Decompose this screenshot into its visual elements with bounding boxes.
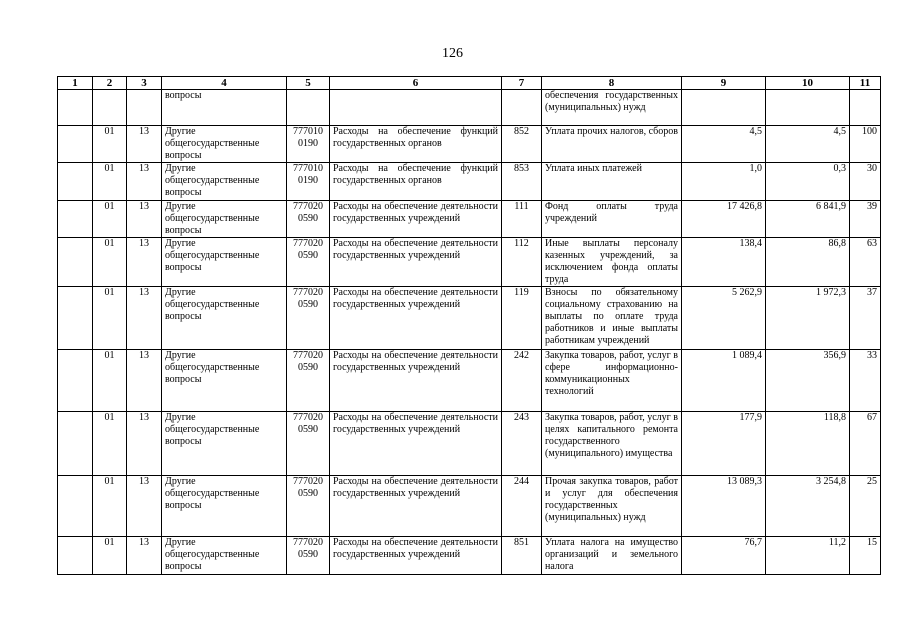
expense-type-code-cell bbox=[502, 126, 542, 163]
section-name-text: Другие общегосударственные вопросы bbox=[165, 350, 260, 385]
table-row bbox=[58, 350, 881, 412]
row-index-cell bbox=[58, 350, 93, 412]
section-name-text: Другие общегосударственные вопросы bbox=[165, 201, 260, 236]
section-name-text: Другие общегосударственные вопросы bbox=[165, 238, 260, 273]
expense-description-text: Расходы на обеспечение функций государственных органов bbox=[333, 163, 498, 186]
subsection-code-cell bbox=[127, 126, 162, 163]
expense-type-code-text: 851 bbox=[514, 537, 529, 548]
target-code-part: 777020 bbox=[293, 412, 323, 423]
percent-done-cell bbox=[850, 126, 881, 163]
subsection-code-cell bbox=[127, 163, 162, 201]
expense-type-name-text: Фонд оплаты труда учреждений bbox=[545, 201, 678, 224]
section-name-cell bbox=[162, 350, 287, 412]
section-name-cell bbox=[162, 476, 287, 537]
subsection-code-text: 13 bbox=[139, 238, 149, 249]
target-code-part: 777020 bbox=[293, 287, 323, 298]
target-code-part: 0590 bbox=[298, 362, 318, 373]
expense-type-code-text: 244 bbox=[514, 476, 529, 487]
expense-description-cell bbox=[330, 537, 502, 575]
expense-type-name-cell bbox=[542, 163, 682, 201]
expense-description-text: Расходы на обеспечение функций государственных органов bbox=[333, 126, 498, 149]
expense-type-code-text: 112 bbox=[514, 238, 529, 249]
expense-type-code-text: 242 bbox=[514, 350, 529, 361]
subsection-code-cell bbox=[127, 287, 162, 350]
percent-done-cell bbox=[850, 201, 881, 238]
actual-amount-text: 6 841,9 bbox=[816, 201, 846, 212]
row-index-cell bbox=[58, 163, 93, 201]
expense-type-name-text: Закупка товаров, работ, услуг в сфере информационно-коммуникационных технологий bbox=[545, 350, 678, 397]
expense-description-cell bbox=[330, 238, 502, 287]
percent-done-cell bbox=[850, 287, 881, 350]
section-name-cell bbox=[162, 163, 287, 201]
target-code-cell bbox=[287, 287, 330, 350]
expense-type-code-cell bbox=[502, 238, 542, 287]
plan-amount-cell bbox=[682, 201, 766, 238]
expense-type-code-cell bbox=[502, 412, 542, 476]
expense-type-code-cell bbox=[502, 537, 542, 575]
target-code-part: 0590 bbox=[298, 488, 318, 499]
expense-description-text: Расходы на обеспечение деятельности государственных учреждений bbox=[333, 238, 498, 261]
expense-description-cell bbox=[330, 90, 502, 126]
section-name-text: Другие общегосударственные вопросы bbox=[165, 163, 260, 198]
row-index-cell bbox=[58, 90, 93, 126]
target-code-cell bbox=[287, 201, 330, 238]
actual-amount-cell bbox=[766, 126, 850, 163]
target-code-part: 0190 bbox=[298, 138, 318, 149]
plan-amount-cell bbox=[682, 163, 766, 201]
subsection-code-text: 13 bbox=[139, 537, 149, 548]
actual-amount-cell bbox=[766, 238, 850, 287]
plan-amount-text: 17 426,8 bbox=[727, 201, 762, 212]
row-index-cell bbox=[58, 412, 93, 476]
section-code-text: 01 bbox=[104, 238, 115, 249]
table-row bbox=[58, 163, 881, 201]
expense-type-name-cell bbox=[542, 350, 682, 412]
section-code-text: 01 bbox=[104, 163, 115, 174]
section-name-cell bbox=[162, 201, 287, 238]
target-code-part: 0590 bbox=[298, 424, 318, 435]
column-header-9: 9 bbox=[682, 77, 766, 90]
target-code-part: 0190 bbox=[298, 175, 318, 186]
section-code-cell bbox=[93, 476, 127, 537]
expense-type-code-text: 852 bbox=[514, 126, 529, 137]
row-index-cell bbox=[58, 287, 93, 350]
percent-done-text: 37 bbox=[867, 287, 877, 298]
header-row bbox=[58, 77, 881, 90]
actual-amount-text: 118,8 bbox=[823, 412, 846, 423]
expense-description-cell bbox=[330, 287, 502, 350]
percent-done-text: 25 bbox=[867, 476, 877, 487]
column-header-10: 10 bbox=[766, 77, 850, 90]
budget-table bbox=[57, 76, 881, 575]
section-code-text: 01 bbox=[104, 350, 115, 361]
expense-type-name-text: Уплата налога на имущество организаций и земельного налога bbox=[545, 537, 678, 572]
expense-type-name-cell bbox=[542, 287, 682, 350]
percent-done-cell bbox=[850, 238, 881, 287]
section-name-text: Другие общегосударственные вопросы bbox=[165, 287, 260, 322]
target-code-part: 0590 bbox=[298, 250, 318, 261]
expense-type-name-cell bbox=[542, 201, 682, 238]
table-row bbox=[58, 201, 881, 238]
percent-done-text: 15 bbox=[867, 537, 877, 548]
expense-type-name-cell bbox=[542, 238, 682, 287]
target-code-part: 0590 bbox=[298, 549, 318, 560]
percent-done-text: 67 bbox=[867, 412, 877, 423]
column-header-4: 4 bbox=[162, 77, 287, 90]
column-header-5: 5 bbox=[287, 77, 330, 90]
actual-amount-text: 11,2 bbox=[828, 537, 846, 548]
target-code-part: 777020 bbox=[293, 350, 323, 361]
table-row bbox=[58, 412, 881, 476]
target-code-part: 777010 bbox=[293, 163, 323, 174]
row-index-cell bbox=[58, 537, 93, 575]
subsection-code-text: 13 bbox=[139, 287, 149, 298]
target-code-part: 777020 bbox=[293, 537, 323, 548]
section-name-text: Другие общегосударственные вопросы bbox=[165, 476, 260, 511]
actual-amount-cell bbox=[766, 412, 850, 476]
percent-done-cell bbox=[850, 163, 881, 201]
table-row bbox=[58, 287, 881, 350]
plan-amount-text: 4,5 bbox=[749, 126, 762, 137]
section-code-cell bbox=[93, 537, 127, 575]
expense-type-name-cell bbox=[542, 90, 682, 126]
expense-type-name-cell bbox=[542, 412, 682, 476]
plan-amount-cell bbox=[682, 126, 766, 163]
percent-done-text: 63 bbox=[867, 238, 877, 249]
section-code-cell bbox=[93, 350, 127, 412]
expense-description-text: Расходы на обеспечение деятельности государственных учреждений bbox=[333, 476, 498, 499]
section-code-text: 01 bbox=[104, 476, 115, 487]
expense-type-name-cell bbox=[542, 537, 682, 575]
subsection-code-cell bbox=[127, 537, 162, 575]
plan-amount-cell bbox=[682, 287, 766, 350]
section-code-text: 01 bbox=[104, 537, 115, 548]
expense-description-cell bbox=[330, 126, 502, 163]
actual-amount-cell bbox=[766, 287, 850, 350]
percent-done-cell bbox=[850, 350, 881, 412]
section-name-text: Другие общегосударственные вопросы bbox=[165, 126, 260, 161]
expense-type-name-text: Уплата иных платежей bbox=[545, 163, 642, 174]
section-name-cell bbox=[162, 537, 287, 575]
expense-description-text: Расходы на обеспечение деятельности государственных учреждений bbox=[333, 537, 498, 560]
plan-amount-text: 13 089,3 bbox=[727, 476, 762, 487]
table-body bbox=[58, 90, 881, 575]
section-code-cell bbox=[93, 163, 127, 201]
target-code-part: 777020 bbox=[293, 201, 323, 212]
column-header-8: 8 bbox=[542, 77, 682, 90]
subsection-code-text: 13 bbox=[139, 350, 149, 361]
section-code-cell bbox=[93, 412, 127, 476]
plan-amount-cell bbox=[682, 90, 766, 126]
percent-done-cell bbox=[850, 476, 881, 537]
percent-done-cell bbox=[850, 537, 881, 575]
expense-description-cell bbox=[330, 476, 502, 537]
expense-description-text: Расходы на обеспечение деятельности государственных учреждений bbox=[333, 412, 498, 435]
expense-description-cell bbox=[330, 163, 502, 201]
expense-type-name-cell bbox=[542, 476, 682, 537]
target-code-cell bbox=[287, 238, 330, 287]
expense-type-name-text: Прочая закупка товаров, работ и услуг для обеспечения государственных (муниципальных) нужд bbox=[545, 476, 678, 523]
target-code-part: 777020 bbox=[293, 476, 323, 487]
section-name-cell bbox=[162, 238, 287, 287]
expense-type-code-text: 111 bbox=[514, 201, 529, 212]
target-code-part: 777020 bbox=[293, 238, 323, 249]
column-header-2: 2 bbox=[93, 77, 127, 90]
percent-done-cell bbox=[850, 90, 881, 126]
expense-type-code-cell bbox=[502, 476, 542, 537]
expense-type-name-text: обеспечения государственных (муниципальных) нужд bbox=[545, 90, 678, 113]
section-code-cell bbox=[93, 238, 127, 287]
plan-amount-cell bbox=[682, 476, 766, 537]
expense-description-cell bbox=[330, 201, 502, 238]
actual-amount-cell bbox=[766, 537, 850, 575]
section-name-cell bbox=[162, 412, 287, 476]
column-header-6: 6 bbox=[330, 77, 502, 90]
subsection-code-cell bbox=[127, 412, 162, 476]
row-index-cell bbox=[58, 201, 93, 238]
section-code-text: 01 bbox=[104, 201, 115, 212]
expense-type-code-text: 243 bbox=[514, 412, 529, 423]
expense-type-code-cell bbox=[502, 163, 542, 201]
expense-type-name-text: Взносы по обязательному социальному страхованию на выплаты по оплате труда работников и иные выплаты работникам учреждений bbox=[545, 287, 678, 346]
actual-amount-text: 3 254,8 bbox=[816, 476, 846, 487]
actual-amount-text: 1 972,3 bbox=[816, 287, 846, 298]
subsection-code-text: 13 bbox=[139, 201, 149, 212]
expense-description-text: Расходы на обеспечение деятельности государственных учреждений bbox=[333, 201, 498, 224]
section-code-cell bbox=[93, 126, 127, 163]
actual-amount-text: 86,8 bbox=[828, 238, 846, 249]
plan-amount-text: 138,4 bbox=[739, 238, 762, 249]
subsection-code-cell bbox=[127, 350, 162, 412]
plan-amount-text: 5 262,9 bbox=[732, 287, 762, 298]
table-row bbox=[58, 126, 881, 163]
target-code-cell bbox=[287, 163, 330, 201]
actual-amount-cell bbox=[766, 476, 850, 537]
table-row bbox=[58, 90, 881, 126]
target-code-part: 0590 bbox=[298, 213, 318, 224]
table-row bbox=[58, 537, 881, 575]
section-name-text: вопросы bbox=[165, 90, 202, 101]
percent-done-text: 30 bbox=[867, 163, 877, 174]
plan-amount-cell bbox=[682, 412, 766, 476]
section-name-text: Другие общегосударственные вопросы bbox=[165, 412, 260, 447]
row-index-cell bbox=[58, 238, 93, 287]
target-code-part: 0590 bbox=[298, 299, 318, 310]
target-code-cell bbox=[287, 412, 330, 476]
actual-amount-text: 356,9 bbox=[823, 350, 846, 361]
subsection-code-text: 13 bbox=[139, 476, 149, 487]
target-code-cell bbox=[287, 350, 330, 412]
actual-amount-cell bbox=[766, 350, 850, 412]
subsection-code-cell bbox=[127, 476, 162, 537]
plan-amount-text: 1,0 bbox=[749, 163, 762, 174]
expense-type-code-cell bbox=[502, 201, 542, 238]
column-header-11: 11 bbox=[850, 77, 881, 90]
subsection-code-text: 13 bbox=[139, 163, 149, 174]
percent-done-text: 33 bbox=[867, 350, 877, 361]
subsection-code-text: 13 bbox=[139, 412, 149, 423]
expense-description-cell bbox=[330, 350, 502, 412]
subsection-code-cell bbox=[127, 238, 162, 287]
column-header-3: 3 bbox=[127, 77, 162, 90]
actual-amount-text: 4,5 bbox=[833, 126, 846, 137]
expense-type-code-text: 853 bbox=[514, 163, 529, 174]
section-name-cell bbox=[162, 287, 287, 350]
target-code-cell bbox=[287, 537, 330, 575]
subsection-code-cell bbox=[127, 90, 162, 126]
section-name-text: Другие общегосударственные вопросы bbox=[165, 537, 260, 572]
expense-description-text: Расходы на обеспечение деятельности государственных учреждений bbox=[333, 287, 498, 310]
percent-done-text: 100 bbox=[862, 126, 877, 137]
plan-amount-text: 1 089,4 bbox=[732, 350, 762, 361]
section-code-text: 01 bbox=[104, 412, 115, 423]
page-number: 126 bbox=[442, 46, 463, 61]
section-code-text: 01 bbox=[104, 287, 115, 298]
target-code-cell bbox=[287, 476, 330, 537]
expense-type-code-cell bbox=[502, 90, 542, 126]
section-code-cell bbox=[93, 90, 127, 126]
column-header-1: 1 bbox=[58, 77, 93, 90]
section-name-cell bbox=[162, 90, 287, 126]
expense-type-code-text: 119 bbox=[514, 287, 529, 298]
plan-amount-text: 76,7 bbox=[744, 537, 762, 548]
actual-amount-text: 0,3 bbox=[833, 163, 846, 174]
table-row bbox=[58, 238, 881, 287]
expense-type-name-text: Закупка товаров, работ, услуг в целях капитального ремонта государственного (муниципального) имущества bbox=[545, 412, 678, 459]
section-code-cell bbox=[93, 201, 127, 238]
row-index-cell bbox=[58, 476, 93, 537]
expense-type-name-text: Уплата прочих налогов, сборов bbox=[545, 126, 678, 137]
percent-done-cell bbox=[850, 412, 881, 476]
expense-description-text: Расходы на обеспечение деятельности государственных учреждений bbox=[333, 350, 498, 373]
expense-description-cell bbox=[330, 412, 502, 476]
expense-type-name-cell bbox=[542, 126, 682, 163]
expense-type-name-text: Иные выплаты персоналу казенных учреждений, за исключением фонда оплаты труда bbox=[545, 238, 678, 285]
plan-amount-cell bbox=[682, 350, 766, 412]
column-header-7: 7 bbox=[502, 77, 542, 90]
actual-amount-cell bbox=[766, 201, 850, 238]
section-code-cell bbox=[93, 287, 127, 350]
plan-amount-text: 177,9 bbox=[739, 412, 762, 423]
section-name-cell bbox=[162, 126, 287, 163]
target-code-cell bbox=[287, 126, 330, 163]
plan-amount-cell bbox=[682, 537, 766, 575]
percent-done-text: 39 bbox=[867, 201, 877, 212]
plan-amount-cell bbox=[682, 238, 766, 287]
subsection-code-text: 13 bbox=[139, 126, 149, 137]
expense-type-code-cell bbox=[502, 350, 542, 412]
subsection-code-cell bbox=[127, 201, 162, 238]
actual-amount-cell bbox=[766, 163, 850, 201]
row-index-cell bbox=[58, 126, 93, 163]
section-code-text: 01 bbox=[104, 126, 115, 137]
target-code-part: 777010 bbox=[293, 126, 323, 137]
target-code-cell bbox=[287, 90, 330, 126]
table-row bbox=[58, 476, 881, 537]
expense-type-code-cell bbox=[502, 287, 542, 350]
actual-amount-cell bbox=[766, 90, 850, 126]
